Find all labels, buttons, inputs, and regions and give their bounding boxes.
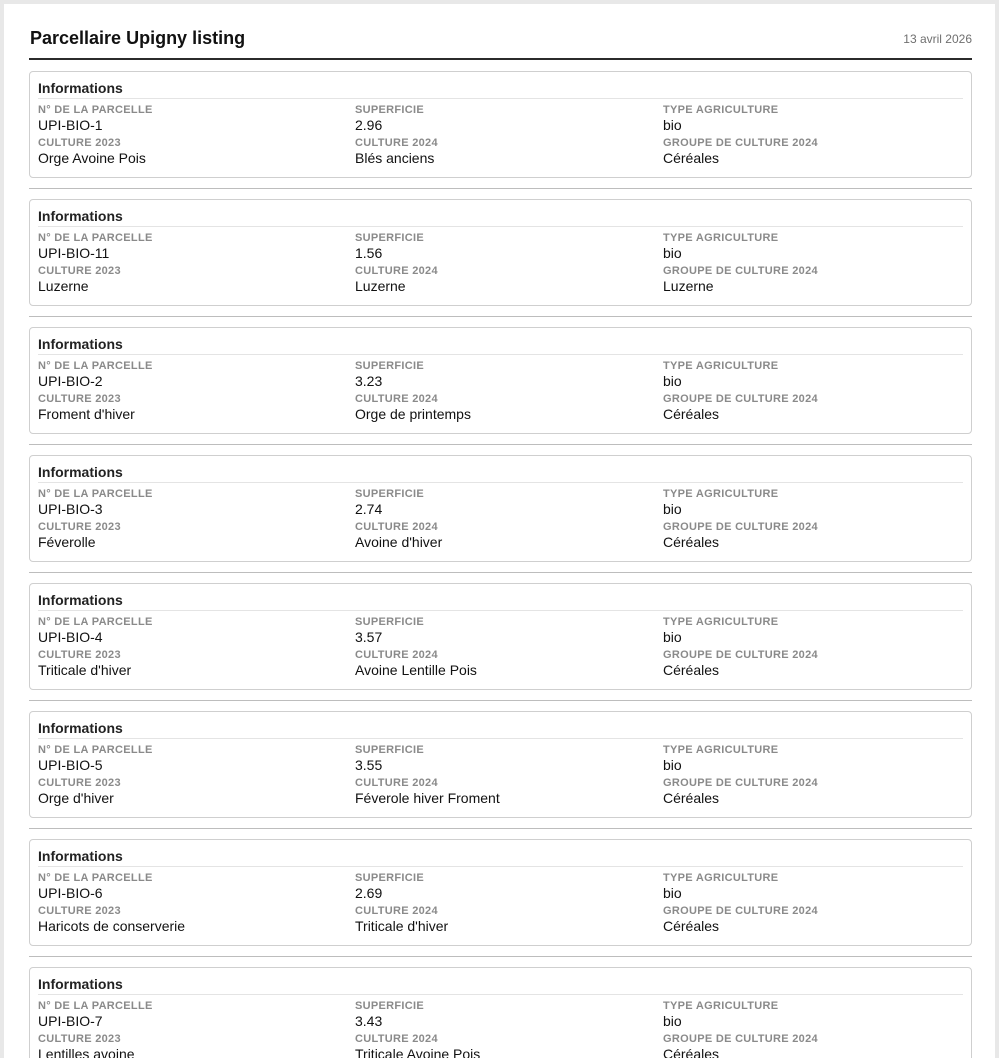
section-divider bbox=[38, 354, 963, 355]
agriculture-type-value: bio bbox=[663, 245, 682, 261]
crop-group-2024-label: GROUPE DE CULTURE 2024 bbox=[663, 777, 818, 789]
section-title: Informations bbox=[38, 848, 123, 864]
parcel-number-value: UPI-BIO-2 bbox=[38, 373, 103, 389]
agriculture-type-field bbox=[663, 1000, 778, 1029]
crop-2023-value: Froment d'hiver bbox=[38, 406, 135, 422]
agriculture-type-label: TYPE AGRICULTURE bbox=[663, 1000, 779, 1012]
crop-2024-label: CULTURE 2024 bbox=[355, 265, 438, 277]
record bbox=[29, 583, 972, 711]
crop-2024-value: Triticale Avoine Pois bbox=[355, 1046, 481, 1058]
agriculture-type-value: bio bbox=[663, 885, 682, 901]
area-value: 2.74 bbox=[355, 501, 383, 517]
crop-2023-field bbox=[38, 521, 121, 550]
section-divider bbox=[38, 226, 963, 227]
crop-group-2024-label: GROUPE DE CULTURE 2024 bbox=[663, 905, 818, 917]
area-value: 3.55 bbox=[355, 757, 383, 773]
crop-2024-field bbox=[355, 905, 448, 934]
record bbox=[29, 327, 972, 455]
crop-group-2024-value: Céréales bbox=[663, 1046, 720, 1058]
parcel-number-field bbox=[38, 360, 153, 389]
area-label: SUPERFICIE bbox=[355, 232, 425, 244]
crop-group-2024-field bbox=[663, 393, 818, 422]
agriculture-type-value: bio bbox=[663, 117, 682, 133]
crop-2024-value: Avoine Lentille Pois bbox=[355, 662, 477, 678]
record-separator bbox=[29, 828, 972, 829]
agriculture-type-value: bio bbox=[663, 1013, 682, 1029]
crop-2024-value: Triticale d'hiver bbox=[355, 918, 449, 934]
area-field bbox=[355, 1000, 424, 1029]
section-divider bbox=[38, 994, 963, 995]
crop-group-2024-value: Céréales bbox=[663, 534, 720, 550]
crop-2024-field bbox=[355, 1033, 480, 1058]
crop-2024-value: Luzerne bbox=[355, 278, 406, 294]
area-label: SUPERFICIE bbox=[355, 744, 425, 756]
crop-2024-value: Orge de printemps bbox=[355, 406, 471, 422]
parcel-number-value: UPI-BIO-6 bbox=[38, 885, 103, 901]
record-separator bbox=[29, 188, 972, 189]
record bbox=[29, 455, 972, 583]
crop-2024-field bbox=[355, 777, 500, 806]
agriculture-type-value: bio bbox=[663, 629, 682, 645]
parcel-number-field bbox=[38, 744, 153, 773]
crop-2024-label: CULTURE 2024 bbox=[355, 777, 438, 789]
area-label: SUPERFICIE bbox=[355, 1000, 425, 1012]
parcel-number-label: N° DE LA PARCELLE bbox=[38, 744, 153, 756]
record-separator bbox=[29, 444, 972, 445]
section-divider bbox=[38, 98, 963, 99]
parcel-number-value: UPI-BIO-5 bbox=[38, 757, 103, 773]
area-value: 1.56 bbox=[355, 245, 383, 261]
parcel-number-field bbox=[38, 488, 153, 517]
section-divider bbox=[38, 482, 963, 483]
agriculture-type-field bbox=[663, 360, 778, 389]
report-date: 13 avril 2026 bbox=[903, 32, 972, 46]
parcel-number-value: UPI-BIO-4 bbox=[38, 629, 103, 645]
parcel-number-value: UPI-BIO-3 bbox=[38, 501, 103, 517]
crop-2023-field bbox=[38, 265, 121, 294]
crop-2023-label: CULTURE 2023 bbox=[38, 521, 121, 533]
agriculture-type-value: bio bbox=[663, 757, 682, 773]
agriculture-type-label: TYPE AGRICULTURE bbox=[663, 872, 779, 884]
crop-2023-field bbox=[38, 649, 131, 678]
crop-2023-label: CULTURE 2023 bbox=[38, 265, 121, 277]
section-title: Informations bbox=[38, 720, 123, 736]
record-card bbox=[29, 839, 972, 946]
page-header bbox=[29, 4, 972, 60]
parcel-number-label: N° DE LA PARCELLE bbox=[38, 872, 153, 884]
agriculture-type-value: bio bbox=[663, 501, 682, 517]
crop-2023-value: Orge d'hiver bbox=[38, 790, 114, 806]
crop-2024-field bbox=[355, 649, 477, 678]
record-card bbox=[29, 583, 972, 690]
area-field bbox=[355, 360, 424, 389]
section-divider bbox=[38, 610, 963, 611]
area-field bbox=[355, 104, 424, 133]
parcel-number-label: N° DE LA PARCELLE bbox=[38, 104, 153, 116]
crop-2023-label: CULTURE 2023 bbox=[38, 777, 121, 789]
crop-group-2024-label: GROUPE DE CULTURE 2024 bbox=[663, 521, 818, 533]
area-label: SUPERFICIE bbox=[355, 104, 425, 116]
record-separator bbox=[29, 316, 972, 317]
area-field bbox=[355, 744, 424, 773]
agriculture-type-label: TYPE AGRICULTURE bbox=[663, 744, 779, 756]
agriculture-type-label: TYPE AGRICULTURE bbox=[663, 360, 779, 372]
area-field bbox=[355, 488, 424, 517]
section-title: Informations bbox=[38, 592, 123, 608]
crop-2024-label: CULTURE 2024 bbox=[355, 649, 438, 661]
crop-2024-label: CULTURE 2024 bbox=[355, 521, 438, 533]
record bbox=[29, 967, 972, 1058]
crop-2024-value: Féverole hiver Froment bbox=[355, 790, 500, 806]
record-card bbox=[29, 711, 972, 818]
crop-group-2024-label: GROUPE DE CULTURE 2024 bbox=[663, 649, 818, 661]
parcel-number-field bbox=[38, 872, 153, 901]
parcel-number-label: N° DE LA PARCELLE bbox=[38, 616, 153, 628]
area-field bbox=[355, 872, 424, 901]
crop-2023-field bbox=[38, 1033, 135, 1058]
record-card bbox=[29, 967, 972, 1058]
agriculture-type-field bbox=[663, 104, 778, 133]
crop-2023-label: CULTURE 2023 bbox=[38, 649, 121, 661]
area-label: SUPERFICIE bbox=[355, 488, 425, 500]
crop-group-2024-value: Céréales bbox=[663, 406, 720, 422]
agriculture-type-label: TYPE AGRICULTURE bbox=[663, 232, 779, 244]
section-title: Informations bbox=[38, 80, 123, 96]
section-title: Informations bbox=[38, 976, 123, 992]
crop-group-2024-label: GROUPE DE CULTURE 2024 bbox=[663, 1033, 818, 1045]
crop-2024-label: CULTURE 2024 bbox=[355, 137, 438, 149]
area-field bbox=[355, 232, 424, 261]
section-divider bbox=[38, 866, 963, 867]
agriculture-type-label: TYPE AGRICULTURE bbox=[663, 488, 779, 500]
crop-2024-field bbox=[355, 265, 438, 294]
area-value: 2.96 bbox=[355, 117, 383, 133]
parcel-number-field bbox=[38, 1000, 153, 1029]
crop-2024-field bbox=[355, 393, 471, 422]
area-field bbox=[355, 616, 424, 645]
parcel-number-field bbox=[38, 104, 153, 133]
area-value: 3.23 bbox=[355, 373, 383, 389]
section-title: Informations bbox=[38, 208, 123, 224]
record bbox=[29, 199, 972, 327]
parcel-number-label: N° DE LA PARCELLE bbox=[38, 232, 153, 244]
agriculture-type-field bbox=[663, 744, 778, 773]
crop-2023-value: Orge Avoine Pois bbox=[38, 150, 146, 166]
record bbox=[29, 839, 972, 967]
crop-group-2024-value: Céréales bbox=[663, 662, 720, 678]
crop-group-2024-value: Céréales bbox=[663, 790, 720, 806]
crop-2023-value: Lentilles avoine bbox=[38, 1046, 135, 1058]
record-separator bbox=[29, 956, 972, 957]
parcel-number-value: UPI-BIO-7 bbox=[38, 1013, 103, 1029]
section-divider bbox=[38, 738, 963, 739]
crop-2023-label: CULTURE 2023 bbox=[38, 905, 121, 917]
crop-2024-label: CULTURE 2024 bbox=[355, 393, 438, 405]
crop-group-2024-label: GROUPE DE CULTURE 2024 bbox=[663, 137, 818, 149]
parcel-number-value: UPI-BIO-11 bbox=[38, 245, 110, 261]
crop-2023-field bbox=[38, 393, 135, 422]
crop-group-2024-value: Céréales bbox=[663, 150, 720, 166]
record-separator bbox=[29, 700, 972, 701]
section-title: Informations bbox=[38, 336, 123, 352]
record-separator bbox=[29, 572, 972, 573]
crop-2024-label: CULTURE 2024 bbox=[355, 905, 438, 917]
crop-2023-value: Luzerne bbox=[38, 278, 89, 294]
crop-group-2024-field bbox=[663, 905, 818, 934]
agriculture-type-label: TYPE AGRICULTURE bbox=[663, 616, 779, 628]
crop-group-2024-label: GROUPE DE CULTURE 2024 bbox=[663, 265, 818, 277]
crop-group-2024-field bbox=[663, 1033, 818, 1058]
area-value: 3.43 bbox=[355, 1013, 383, 1029]
parcel-number-label: N° DE LA PARCELLE bbox=[38, 1000, 153, 1012]
record-card bbox=[29, 199, 972, 306]
parcel-number-label: N° DE LA PARCELLE bbox=[38, 488, 153, 500]
record-card bbox=[29, 71, 972, 178]
agriculture-type-field bbox=[663, 232, 778, 261]
parcel-number-field bbox=[38, 616, 153, 645]
section-title: Informations bbox=[38, 464, 123, 480]
crop-2023-value: Féverolle bbox=[38, 534, 96, 550]
crop-2024-value: Avoine d'hiver bbox=[355, 534, 443, 550]
parcel-number-field bbox=[38, 232, 153, 261]
record bbox=[29, 711, 972, 839]
crop-2023-label: CULTURE 2023 bbox=[38, 1033, 121, 1045]
area-label: SUPERFICIE bbox=[355, 872, 425, 884]
page-title: Parcellaire Upigny listing bbox=[30, 28, 246, 48]
crop-2023-field bbox=[38, 777, 121, 806]
crop-2023-field bbox=[38, 905, 185, 934]
crop-group-2024-field bbox=[663, 777, 818, 806]
crop-2024-field bbox=[355, 521, 442, 550]
agriculture-type-field bbox=[663, 616, 778, 645]
crop-2023-field bbox=[38, 137, 146, 166]
crop-2023-label: CULTURE 2023 bbox=[38, 393, 121, 405]
agriculture-type-field bbox=[663, 488, 778, 517]
crop-group-2024-field bbox=[663, 649, 818, 678]
records-list bbox=[29, 71, 972, 1058]
agriculture-type-field bbox=[663, 872, 778, 901]
area-value: 2.69 bbox=[355, 885, 383, 901]
parcel-number-label: N° DE LA PARCELLE bbox=[38, 360, 153, 372]
record bbox=[29, 71, 972, 199]
crop-2023-label: CULTURE 2023 bbox=[38, 137, 121, 149]
area-value: 3.57 bbox=[355, 629, 383, 645]
crop-2023-value: Triticale d'hiver bbox=[38, 662, 132, 678]
crop-group-2024-value: Luzerne bbox=[663, 278, 714, 294]
parcel-number-value: UPI-BIO-1 bbox=[38, 117, 103, 133]
agriculture-type-value: bio bbox=[663, 373, 682, 389]
crop-group-2024-field bbox=[663, 265, 818, 294]
page bbox=[4, 4, 995, 1058]
crop-2024-label: CULTURE 2024 bbox=[355, 1033, 438, 1045]
area-label: SUPERFICIE bbox=[355, 616, 425, 628]
crop-group-2024-field bbox=[663, 137, 818, 166]
crop-group-2024-value: Céréales bbox=[663, 918, 720, 934]
crop-group-2024-field bbox=[663, 521, 818, 550]
crop-2023-value: Haricots de conserverie bbox=[38, 918, 186, 934]
crop-2024-field bbox=[355, 137, 438, 166]
area-label: SUPERFICIE bbox=[355, 360, 425, 372]
record-card bbox=[29, 327, 972, 434]
crop-group-2024-label: GROUPE DE CULTURE 2024 bbox=[663, 393, 818, 405]
crop-2024-value: Blés anciens bbox=[355, 150, 435, 166]
agriculture-type-label: TYPE AGRICULTURE bbox=[663, 104, 779, 116]
record-card bbox=[29, 455, 972, 562]
